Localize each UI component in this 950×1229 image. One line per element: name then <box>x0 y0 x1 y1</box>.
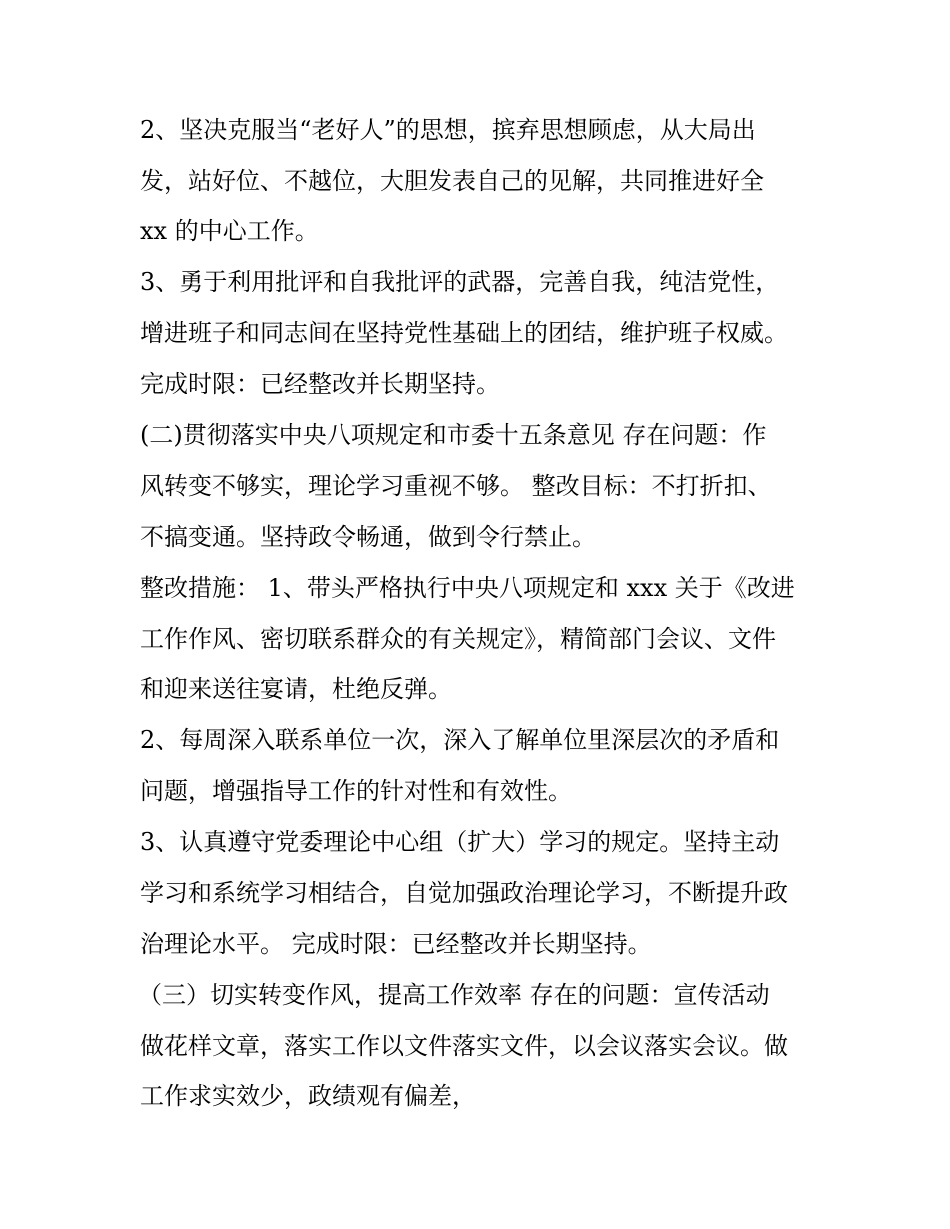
text-line: 2、坚决克服当“老好人”的思想，摈弃思想顾虑，从大局出 <box>140 116 756 144</box>
text-line: 问题，增强指导工作的针对性和有效性。 <box>140 777 572 805</box>
text-line: (二)贯彻落实中央八项规定和市委十五条意见 存在问题：作 <box>140 421 767 449</box>
text-line: 和迎来送往宴请，杜绝反弹。 <box>140 675 452 703</box>
text-line: 风转变不够实，理论学习重视不够。 整改目标：不打折扣、 <box>140 472 772 500</box>
text-line: 发，站好位、不越位，大胆发表自己的见解，共同推进好全 <box>140 167 764 195</box>
text-line: （三）切实转变作风，提高工作效率 存在的问题：宣传活动 <box>138 981 770 1009</box>
text-line: 工作求实效少，政绩观有偏差， <box>140 1082 476 1110</box>
text-line: 3、勇于利用批评和自我批评的武器，完善自我，纯洁党性， <box>140 268 780 296</box>
text-line: 3、认真遵守党委理论中心组（扩大）学习的规定。坚持主动 <box>140 828 780 856</box>
text-line: 2、每周深入联系单位一次，深入了解单位里深层次的矛盾和 <box>140 726 780 754</box>
text-line: 做花样文章，落实工作以文件落实文件，以会议落实会议。做 <box>140 1032 788 1060</box>
text-line: xx 的中心工作。 <box>140 217 319 245</box>
text-line: 学习和系统学习相结合，自觉加强政治理论学习，不断提升政 <box>140 879 788 907</box>
text-line: 工作作风、密切联系群众的有关规定》，精简部门会议、文件 <box>140 625 776 653</box>
text-line: 增进班子和同志间在坚持党性基础上的团结，维护班子权威。 <box>140 319 788 347</box>
text-line: 完成时限：已经整改并长期坚持。 <box>140 370 500 398</box>
text-line: 治理论水平。 完成时限：已经整改并长期坚持。 <box>140 930 652 958</box>
text-line: 整改措施： 1、带头严格执行中央八项规定和 xxx 关于《改进 <box>140 574 795 602</box>
text-line: 不搞变通。坚持政令畅通，做到令行禁止。 <box>140 523 596 551</box>
